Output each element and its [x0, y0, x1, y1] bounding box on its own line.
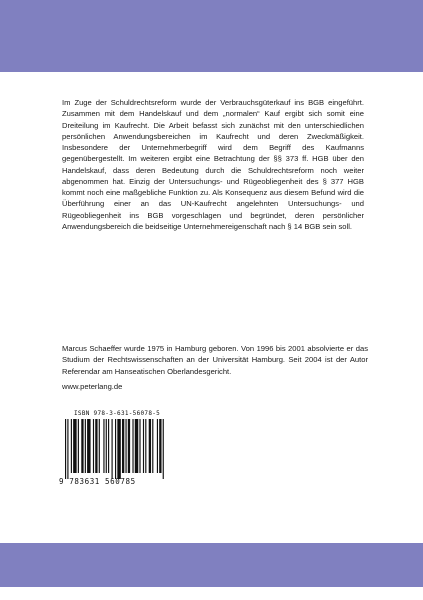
barcode-bar — [81, 419, 83, 473]
barcode-bar — [117, 419, 120, 479]
barcode-bar — [106, 419, 107, 473]
author-bio: Marcus Schaeffer wurde 1975 in Hamburg geboren. Von 1996 bis 2001 absolvierte er das Studium der Rechtswissenschaften an der Universität Hamburg. Seit 2004 ist der Autor Referendar am Hanseatischen Oberlandesgericht. — [62, 344, 368, 376]
barcode-bar — [122, 419, 124, 473]
barcode-bar — [115, 419, 116, 479]
barcode-bar — [145, 419, 146, 473]
barcode-bar — [149, 419, 151, 473]
barcode-bar — [135, 419, 138, 473]
barcode-bar — [128, 419, 130, 473]
isbn-label: ISBN 978-3-631-56078-5 — [74, 410, 161, 417]
barcode-bar — [78, 419, 79, 473]
barcode-bar — [71, 419, 72, 473]
barcode-bar — [73, 419, 76, 473]
barcode-bar — [125, 419, 126, 473]
barcode-bar — [143, 419, 144, 473]
top-color-band — [0, 0, 423, 72]
bottom-color-band — [0, 543, 423, 587]
barcode-bar — [65, 419, 66, 479]
barcode-bar — [157, 419, 158, 473]
publisher-website: www.peterlang.de — [62, 382, 123, 391]
barcode-bar — [85, 419, 86, 473]
barcode-bar — [139, 419, 140, 473]
barcode-bar — [67, 419, 68, 479]
barcode-bar — [103, 419, 104, 473]
ean-digits: 9 783631 560785 — [59, 477, 136, 486]
barcode-bar — [152, 419, 153, 473]
barcode-bar — [132, 419, 133, 473]
barcode-bar — [108, 419, 109, 473]
barcode-bars — [65, 419, 165, 479]
barcode-bar — [159, 419, 161, 473]
barcode-bar — [87, 419, 90, 473]
barcode-bar — [163, 419, 164, 479]
barcode-bar — [112, 419, 113, 479]
barcode-bar — [95, 419, 97, 473]
isbn-barcode — [59, 410, 169, 490]
book-blurb: Im Zuge der Schuldrechtsreform wurde der Verbrauchsgüterkauf ins BGB eingeführt. Zusammen mit dem Handelskauf und dem „normalen“ Kauf ergibt sich somit eine Dreiteilung im Kaufrecht. Die Arbeit befasst sich zunächst mit den unterschiedlichen persönlichen Anwendungsbereichen im Kaufrecht und deren Zweckmäßigkeit. Insbesondere der Unternehmerbegriff wird dem Begriff des Kaufmanns gegenübergestellt. Im weiteren ergibt eine Betrachtung der §§ 373 ff. HGB über den Handelskauf, dass deren Bedeutung durch die Schuldrechtsreform noch weiter abgenommen hat. Einzig der Untersuchungs- und Rügeobliegenheit des § 377 HGB kommt noch eine maßgebliche Funktion zu. Als Konsequenz aus diesem Befund wird die Überführung einer an das UN-Kaufrecht angelehnten Untersuchungs- und Rügeobliegenheit ins BGB vorgeschlagen und begründet, deren persönlicher Anwendungsbereich die beidseitige Unternehmereigenschaft nach § 14 BGB sein soll. — [62, 98, 364, 231]
barcode-bar — [99, 419, 100, 473]
barcode-bar — [93, 419, 94, 473]
